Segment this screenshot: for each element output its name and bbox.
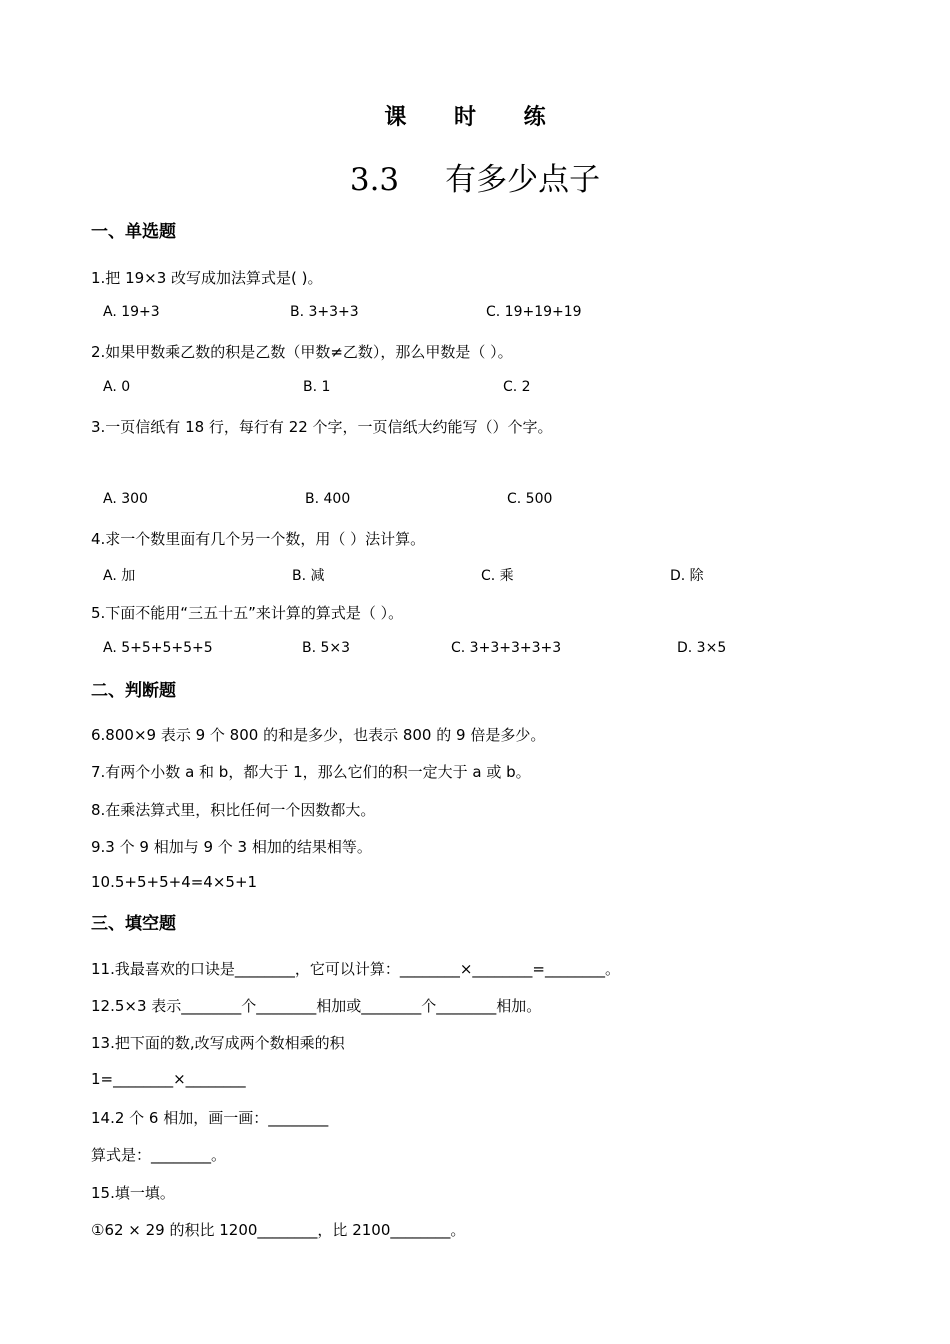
q4-option-b: B. 减 [292,568,325,584]
q1-option-a: A. 19+3 [103,304,160,320]
lesson-number: 3.3 [349,162,400,198]
question-4: 4.求一个数里面有几个另一个数，用（ ）法计算。 [91,530,426,548]
question-6: 6.800×9 表示 9 个 800 的和是多少，也表示 800 的 9 倍是多少。 [91,726,546,744]
question-11: 11.我最喜欢的口诀是________，它可以计算：________×________=________。 [91,960,620,978]
question-5: 5.下面不能用“三五十五”来计算的算式是（ ）。 [91,604,404,622]
q5-option-c: C. 3+3+3+3+3 [451,640,562,656]
question-3: 3.一页信纸有 18 行，每行有 22 个字，一页信纸大约能写（）个字。 [91,418,553,436]
q2-option-c: C. 2 [503,379,531,395]
section-heading-true-false: 二、判断题 [91,681,176,701]
lesson-title: 有多少点子 [445,162,601,198]
question-10: 10.5+5+5+4=4×5+1 [91,873,258,891]
q5-option-a: A. 5+5+5+5+5 [103,640,213,656]
question-1: 1.把 19×3 改写成加法算式是( )。 [91,269,323,287]
q5-option-d: D. 3×5 [677,640,727,656]
question-13-answer-line: 1=________×________ [91,1070,246,1088]
q1-option-c: C. 19+19+19 [486,304,582,320]
q4-option-d: D. 除 [670,568,704,584]
q2-option-a: A. 0 [103,379,131,395]
question-14: 14.2 个 6 相加，画一画：________ [91,1109,329,1127]
section-heading-single-choice: 一、单选题 [91,222,176,242]
q5-option-b: B. 5×3 [302,640,351,656]
page-heading: 课 时 练 [384,104,566,130]
question-9: 9.3 个 9 相加与 9 个 3 相加的结果相等。 [91,838,372,856]
question-8: 8.在乘法算式里，积比任何一个因数都大。 [91,801,376,819]
question-14-answer-line: 算式是：________。 [91,1146,227,1164]
q1-option-b: B. 3+3+3 [290,304,359,320]
q4-option-c: C. 乘 [481,568,514,584]
question-7: 7.有两个小数 a 和 b，都大于 1，那么它们的积一定大于 a 或 b。 [91,763,531,781]
q3-option-c: C. 500 [507,491,553,507]
q2-option-b: B. 1 [303,379,331,395]
q3-option-a: A. 300 [103,491,148,507]
question-2: 2.如果甲数乘乙数的积是乙数（甲数≠乙数），那么甲数是（ ）。 [91,343,513,361]
q3-option-b: B. 400 [305,491,351,507]
question-15-item-1: ①62 × 29 的积比 1200________，比 2100________。 [91,1221,466,1239]
lesson-title-row [0,154,950,199]
q4-option-a: A. 加 [103,568,136,584]
question-12: 12.5×3 表示________个________相加或________个________相加。 [91,997,542,1015]
question-15: 15.填一填。 [91,1184,175,1202]
section-heading-fill-in: 三、填空题 [91,914,176,934]
question-13: 13.把下面的数,改写成两个数相乘的积 [91,1034,345,1052]
